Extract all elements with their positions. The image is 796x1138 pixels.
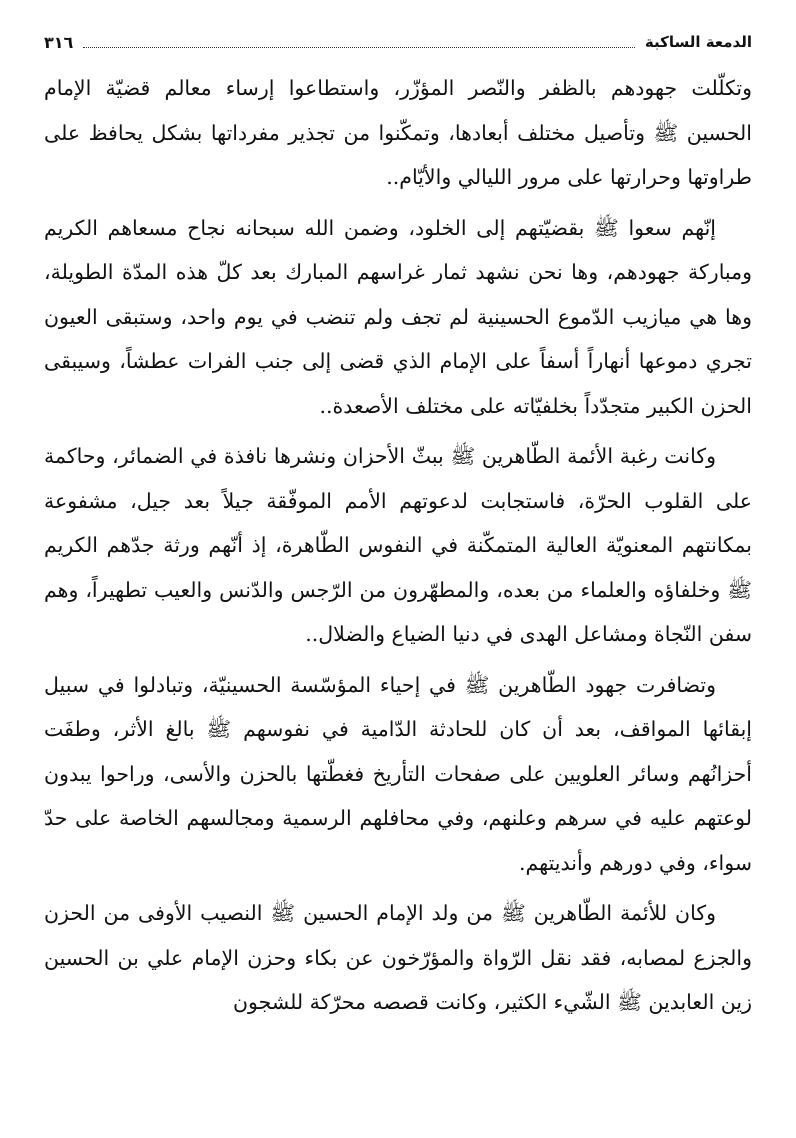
paragraph: وكانت رغبة الأئمة الطّاهرين ﷺ ببثّ الأحزان ونشرها نافذة في الضمائر، وحاكمة على القلوب الحرّة، فاستجابت لدعوتهم الأمم الموفّقة جيلاً بعد جيل، مشفوعة بمكانتهم المعنويّة العالية المتمكّنة في النفوس الطّاهرة، إذ أنّهم ورثة جدّهم الكريم ﷺ وخلفاؤه والعلماء من بعده، والمطهّرون من الرّجس والدّنس والعيب تطهيراً، وهم سفن النّجاة ومشاعل الهدى في دنيا الضياع والضلال.. [44,444,752,646]
paragraph: وكان للأئمة الطّاهرين ﷺ من ولد الإمام الحسين ﷺ النصيب الأوفى من الحزن والجزع لمصابه، فقد نقل الرّواة والمؤرّخون عن بكاء وحزن الإمام علي بن الحسين زين العابدين ﷺ الشّيء الكثير، وكانت قصصه محرّكة للشجون [44,901,752,1014]
book-title: الدمعة الساكبة [644,33,752,51]
page-number: ٣١٦ [44,32,74,52]
body-text [44,66,752,1031]
paragraph: وتضافرت جهود الطّاهرين ﷺ في إحياء المؤسّسة الحسينيّة، وتبادلوا في سبيل إبقائها المواقف، بعد أن كان للحادثة الدّامية في نفوسهم ﷺ بالغ الأثر، وطفَت أحزانُهم وسائر العلويين على صفحات التأريخ فغطّتها بالحزن والأسى، وراحوا يبدون لوعتهم عليه في سرهم وعلنهم، وفي محافلهم الرسمية ومجالسهم الخاصة على حدّ سواء، وفي دورهم وأنديتهم. [44,672,752,875]
running-header [44,30,752,54]
paragraph: إنّهم سعوا ﷺ بقضيّتهم إلى الخلود، وضمن الله سبحانه نجاح مسعاهم الكريم ومباركة جهودهم، وها نحن نشهد ثمار غراسهم المبارك بعد كلّ هذه المدّة الطويلة، وها هي ميازيب الدّموع الحسينية لم تجف ولم تنضب في يوم واحد، وستبقى العيون تجري دموعها أنهاراً أسفاً على الإمام الذي قضى إلى جنب الفرات عطشاً، وسيبقى الحزن الكبير متجدّداً بخلفيّاته على مختلف الأصعدة.. [44,215,752,418]
header-dotted-leader [83,47,635,48]
paragraph: وتكلّلت جهودهم بالظفر والنّصر المؤزّر، واستطاعوا إرساء معالم قضيّة الإمام الحسين ﷺ وتأصيل مختلف أبعادها، وتمكّنوا من تجذير مفرداتها بشكل يحافظ على طراوتها وحرارتها على مرور الليالي والأيّام.. [44,76,752,189]
